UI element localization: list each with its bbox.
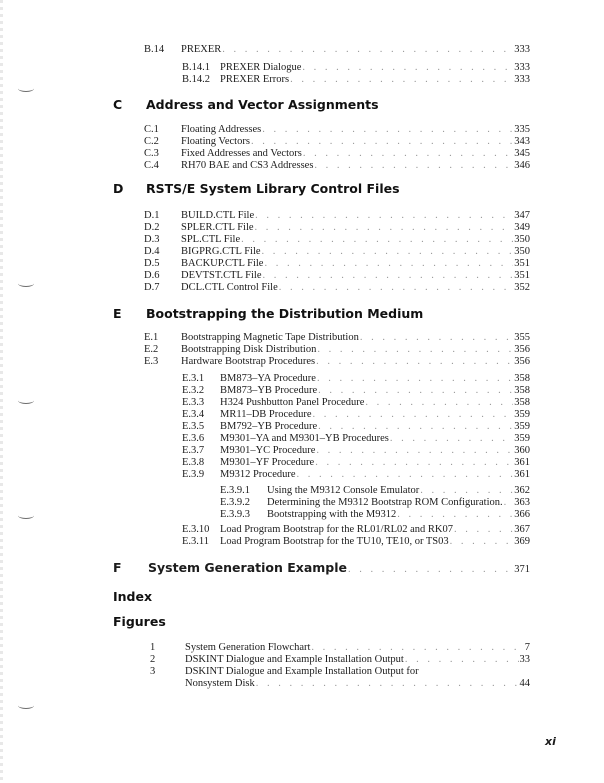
entry-number: C.4 [144, 160, 159, 171]
dot-leader [311, 642, 523, 654]
toc-entry[interactable] [220, 509, 530, 521]
entry-title: Load Program Bootstrap for the RL01/RL02 and RK07 [220, 524, 454, 535]
entry-page: 367 [514, 524, 530, 535]
entry-title: DEVTST.CTL File [181, 270, 262, 281]
entry-page: 346 [514, 160, 530, 171]
entry-title: M9301–YF Procedure [220, 457, 315, 468]
entry-page: 333 [514, 44, 530, 55]
entry-title: BACKUP.CTL File [181, 258, 264, 269]
toc-entry[interactable] [182, 421, 530, 433]
appendix-letter: F [113, 560, 122, 575]
appendix-title: RSTS/E System Library Control Files [146, 181, 400, 196]
entry-title: Fixed Addresses and Vectors [181, 148, 302, 159]
entry-title: PREXER Dialogue [220, 62, 302, 73]
entry-number: D.4 [144, 246, 160, 257]
entry-page: 360 [514, 445, 530, 456]
page-edge-scan-artifact [0, 0, 3, 783]
dot-leader [397, 509, 513, 521]
binder-hole-mark [18, 397, 34, 404]
entry-page: 350 [514, 246, 530, 257]
toc-entry[interactable] [144, 344, 530, 356]
entry-page: 333 [514, 62, 530, 73]
entry-title: H324 Pushbutton Panel Procedure [220, 397, 365, 408]
dot-leader [317, 344, 513, 356]
appendix-title: Bootstrapping the Distribution Medium [146, 306, 424, 321]
toc-entry[interactable] [144, 332, 530, 344]
entry-page: 351 [514, 270, 530, 281]
entry-number: C.3 [144, 148, 159, 159]
dot-leader [315, 457, 513, 469]
appendix-letter: D [113, 181, 124, 196]
toc-entry[interactable] [182, 433, 530, 445]
entry-title: RH70 BAE and CS3 Addresses [181, 160, 314, 171]
dot-leader [279, 282, 514, 294]
entry-page: 358 [514, 397, 530, 408]
entry-title: SPLER.CTL File [181, 222, 254, 233]
entry-number: B.14.2 [182, 74, 211, 85]
dot-leader [317, 373, 513, 385]
entry-title: DSKINT Dialogue and Example Installation Output [185, 654, 404, 665]
entry-number: 3 [150, 666, 156, 677]
entry-page: 351 [514, 258, 530, 269]
toc-entry[interactable] [144, 282, 530, 294]
entry-title: BM873–YB Procedure [220, 385, 318, 396]
entry-title: SPL.CTL File [181, 234, 241, 245]
entry-number: D.2 [144, 222, 160, 233]
entry-title: PREXER Errors [220, 74, 290, 85]
entry-number: E.3.10 [182, 524, 210, 535]
entry-number: D.6 [144, 270, 160, 281]
entry-number: E.3.3 [182, 397, 205, 408]
entry-title: Bootstrapping Disk Distribution [181, 344, 317, 355]
entry-page: 359 [514, 421, 530, 432]
entry-title: Bootstrapping with the M9312 [267, 509, 397, 520]
entry-title: DSKINT Dialogue and Example Installation Output for [185, 666, 419, 677]
dot-leader [222, 44, 513, 56]
entry-number: E.3.1 [182, 373, 205, 384]
toc-entry[interactable] [182, 397, 530, 409]
entry-page: 347 [514, 210, 530, 221]
toc-entry[interactable] [182, 457, 530, 469]
entry-number: E.3 [144, 356, 159, 367]
appendix-title: System Generation Example [148, 560, 348, 575]
dot-leader [348, 564, 513, 576]
entry-page: 358 [514, 385, 530, 396]
entry-number: E.3.11 [182, 536, 210, 547]
entry-page: 333 [514, 74, 530, 85]
entry-page: 33 [519, 654, 530, 665]
toc-entry[interactable] [144, 222, 530, 234]
dot-leader [405, 654, 519, 666]
entry-number: E.3.9.2 [220, 497, 251, 508]
toc-entry[interactable] [220, 497, 530, 509]
toc-entry[interactable] [182, 74, 530, 86]
binder-hole-mark [18, 512, 34, 519]
entry-title: Using the M9312 Console Emulator [267, 485, 420, 496]
entry-number: E.2 [144, 344, 159, 355]
appendix-title: Address and Vector Assignments [146, 97, 379, 112]
dot-leader [256, 678, 519, 690]
toc-entry[interactable] [144, 44, 530, 56]
toc-entry[interactable] [182, 409, 530, 421]
entry-page: 361 [514, 469, 530, 480]
entry-number: E.3.6 [182, 433, 205, 444]
entry-page: 361 [514, 457, 530, 468]
dot-leader [314, 160, 513, 172]
dot-leader [263, 270, 514, 282]
dot-leader [264, 258, 513, 270]
entry-number: B.14.1 [182, 62, 211, 73]
dot-leader [302, 62, 513, 74]
dot-leader [390, 433, 513, 445]
dot-leader [303, 148, 513, 160]
index-heading[interactable]: Index [113, 589, 153, 604]
entry-title: Bootstrapping Magnetic Tape Distribution [181, 332, 359, 343]
entry-title: PREXER [181, 44, 222, 55]
entry-title: BM873–YA Procedure [220, 373, 316, 384]
entry-page: 44 [519, 678, 530, 689]
entry-number: E.3.9 [182, 469, 205, 480]
dot-leader [297, 469, 514, 481]
dot-leader [316, 356, 513, 368]
entry-page: 356 [514, 356, 530, 367]
entry-number: D.5 [144, 258, 160, 269]
toc-entry[interactable] [144, 356, 530, 368]
entry-title: M9301–YA and M9301–YB Procedures [220, 433, 389, 444]
entry-page: 343 [514, 136, 530, 147]
entry-number: B.14 [144, 44, 165, 55]
toc-entry[interactable] [182, 62, 530, 74]
dot-leader [241, 234, 513, 246]
toc-entry[interactable] [144, 246, 530, 258]
entry-title: Determining the M9312 Bootstrap ROM Configuration. [267, 497, 503, 508]
entry-page: 7 [524, 642, 530, 653]
entry-number: C.2 [144, 136, 159, 147]
dot-leader [255, 210, 513, 222]
entry-number: D.1 [144, 210, 160, 221]
toc-entry[interactable] [144, 210, 530, 222]
entry-page: 350 [514, 234, 530, 245]
entry-page: 345 [514, 148, 530, 159]
entry-title: M9312 Procedure [220, 469, 296, 480]
entry-title: Hardware Bootstrap Procedures [181, 356, 316, 367]
toc-entry[interactable] [144, 124, 530, 136]
entry-page: 359 [514, 409, 530, 420]
entry-number: E.3.5 [182, 421, 205, 432]
entry-title: BM792–YB Procedure [220, 421, 318, 432]
toc-entry[interactable] [144, 258, 530, 270]
dot-leader [318, 385, 513, 397]
entry-title: M9301–YC Procedure [220, 445, 316, 456]
toc-entry[interactable] [144, 160, 530, 172]
entry-page: 362 [514, 485, 530, 496]
toc-entry[interactable] [144, 136, 530, 148]
entry-number: E.1 [144, 332, 159, 343]
entry-number: E.3.2 [182, 385, 205, 396]
entry-number: E.3.7 [182, 445, 205, 456]
entry-number: E.3.9.3 [220, 509, 251, 520]
toc-entry[interactable] [182, 469, 530, 481]
toc-entry[interactable] [182, 536, 530, 548]
toc-entry[interactable] [182, 524, 530, 536]
figure-entry[interactable] [150, 654, 530, 666]
dot-leader [251, 136, 513, 148]
binder-hole-mark [18, 702, 34, 709]
figure-entry[interactable] [150, 666, 419, 678]
toc-entry[interactable] [144, 148, 530, 160]
dot-leader [360, 332, 513, 344]
dot-leader [290, 74, 513, 86]
entry-title: Floating Addresses [181, 124, 262, 135]
figure-entry[interactable] [150, 642, 530, 654]
toc-entry[interactable] [182, 385, 530, 397]
entry-number: E.3.8 [182, 457, 205, 468]
entry-page: 363 [514, 497, 530, 508]
entry-page: 352 [514, 282, 530, 293]
entry-page: 369 [514, 536, 530, 547]
dot-leader [450, 536, 514, 548]
toc-entry[interactable] [182, 445, 530, 457]
entry-page: 359 [514, 433, 530, 444]
appendix-letter: C [113, 97, 123, 112]
binder-hole-mark [18, 85, 34, 92]
appendix-letter: E [113, 306, 122, 321]
entry-title: Load Program Bootstrap for the TU10, TE10, or TS03 [220, 536, 449, 547]
binder-hole-mark [18, 280, 34, 287]
dot-leader [262, 246, 514, 258]
toc-entry[interactable] [144, 234, 530, 246]
entry-number: D.3 [144, 234, 160, 245]
entry-number: 1 [150, 642, 156, 653]
entry-title: Floating Vectors [181, 136, 250, 147]
entry-title: BIGPRG.CTL File [181, 246, 261, 257]
dot-leader [504, 497, 514, 509]
entry-title: DCL.CTL Control File [181, 282, 278, 293]
toc-entry[interactable] [182, 373, 530, 385]
dot-leader [316, 445, 513, 457]
entry-page: 366 [514, 509, 530, 520]
entry-page: 349 [514, 222, 530, 233]
entry-number: E.3.9.1 [220, 485, 251, 496]
entry-number: E.3.4 [182, 409, 205, 420]
dot-leader [255, 222, 514, 234]
entry-number: D.7 [144, 282, 160, 293]
entry-title: MR11–DB Procedure [220, 409, 312, 420]
entry-title: BUILD.CTL File [181, 210, 255, 221]
figures-heading: Figures [113, 614, 166, 629]
page-number: xi [545, 735, 556, 748]
dot-leader [318, 421, 513, 433]
entry-number: C.1 [144, 124, 159, 135]
toc-entry[interactable] [220, 485, 530, 497]
entry-title: Nonsystem Disk [185, 678, 255, 689]
dot-leader [312, 409, 513, 421]
toc-entry[interactable] [144, 270, 530, 282]
dot-leader [365, 397, 513, 409]
entry-page: 358 [514, 373, 530, 384]
entry-page: 356 [514, 344, 530, 355]
figure-entry-continued[interactable] [185, 678, 530, 690]
appendix-f-heading[interactable] [113, 562, 530, 576]
dot-leader [454, 524, 513, 536]
dot-leader [420, 485, 513, 497]
entry-page: 371 [514, 564, 530, 575]
entry-page: 355 [514, 332, 530, 343]
entry-page: 335 [514, 124, 530, 135]
dot-leader [262, 124, 513, 136]
entry-number: 2 [150, 654, 156, 665]
entry-title: System Generation Flowchart [185, 642, 311, 653]
